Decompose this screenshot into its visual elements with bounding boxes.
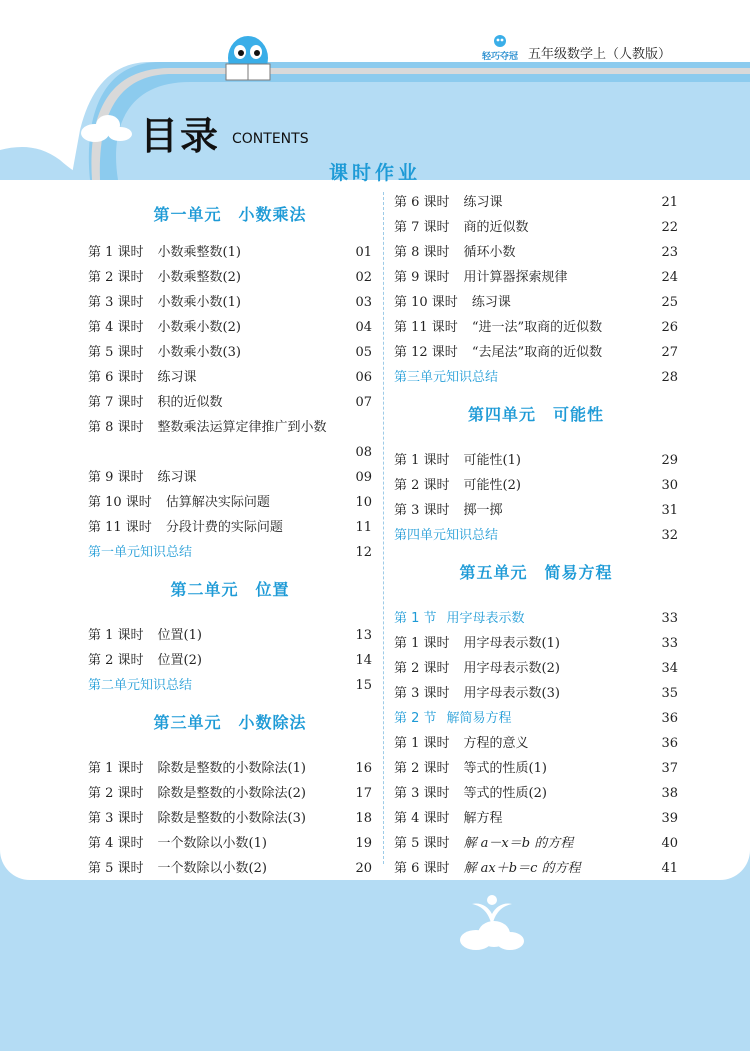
toc-title: 目录	[140, 114, 221, 158]
toc-entry[interactable]: 第 2 课时 除数是整数的小数除法(2) 17	[88, 786, 372, 801]
brand-logo	[476, 34, 524, 62]
unit-summary-entry[interactable]: 第四单元知识总结 32	[394, 528, 678, 543]
toc-entry[interactable]: 第 5 课时 解 a－x＝b 的方程 40	[394, 836, 678, 851]
toc-entry[interactable]: 第 10 课时 练习课 25	[394, 295, 678, 310]
toc-entry[interactable]: 第 1 课时 小数乘整数(1) 01	[88, 245, 372, 260]
toc-entry[interactable]: 第 6 课时 练习课 21	[394, 195, 678, 210]
toc-entry[interactable]: 第 3 课时 除数是整数的小数除法(3) 18	[88, 811, 372, 826]
unit-title: 第一单元 小数乘法	[153, 205, 307, 224]
section-entry[interactable]: 第 2 节 解简易方程 36	[394, 711, 678, 726]
unit-title: 第四单元 可能性	[467, 405, 604, 424]
toc-entry[interactable]: 第 3 课时 小数乘小数(1) 03	[88, 295, 372, 310]
column-divider	[383, 192, 384, 864]
toc-entry[interactable]: 第 8 课时 循环小数 23	[394, 245, 678, 260]
toc-entry[interactable]: 第 2 课时 用字母表示数(2) 34	[394, 661, 678, 676]
toc-left-column	[88, 190, 372, 881]
toc-entry[interactable]: 第 9 课时 用计算器探索规律 24	[394, 270, 678, 285]
unit-summary-entry[interactable]: 第三单元知识总结 28	[394, 370, 678, 385]
toc-entry[interactable]: 第 10 课时 估算解决实际问题 10	[88, 495, 372, 510]
toc-entry[interactable]: 第 4 课时 小数乘小数(2) 04	[88, 320, 372, 335]
toc-entry[interactable]: 第 6 课时 练习课 06	[88, 370, 372, 385]
toc-entry[interactable]: 第 11 课时 “进一法”取商的近似数 26	[394, 320, 678, 335]
unit-summary-entry[interactable]: 第二单元知识总结 15	[88, 678, 372, 693]
whale-fountain-icon	[452, 888, 532, 958]
unit-title: 第三单元 小数除法	[153, 713, 307, 732]
toc-entry[interactable]: 第 1 课时 可能性(1) 29	[394, 453, 678, 468]
toc-entry[interactable]: 第 8 课时 整数乘法运算定律推广到小数 08	[88, 420, 372, 460]
toc-entry[interactable]: 第 4 课时 一个数除以小数(1) 19	[88, 836, 372, 851]
toc-entry[interactable]: 第 3 课时 用字母表示数(3) 35	[394, 686, 678, 701]
unit-summary-entry[interactable]: 第一单元知识总结 12	[88, 545, 372, 560]
toc-entry[interactable]: 第 9 课时 练习课 09	[88, 470, 372, 485]
toc-entry[interactable]: 第 5 课时 小数乘小数(3) 05	[88, 345, 372, 360]
section-entry[interactable]: 第 1 节 用字母表示数 33	[394, 611, 678, 626]
toc-entry[interactable]: 第 6 课时 解 ax＋b＝c 的方程 41	[394, 861, 678, 876]
section-title: 课时作业	[328, 162, 421, 184]
toc-entry[interactable]: 第 1 课时 用字母表示数(1) 33	[394, 636, 678, 651]
brand-mascot-icon	[493, 34, 507, 48]
brand-name: 轻巧夺冠	[481, 52, 518, 62]
toc-entry[interactable]: 第 7 课时 积的近似数 07	[88, 395, 372, 410]
toc-entry[interactable]: 第 7 课时 商的近似数 22	[394, 220, 678, 235]
toc-entry[interactable]: 第 4 课时 解方程 39	[394, 811, 678, 826]
toc-entry[interactable]: 第 3 课时 等式的性质(2) 38	[394, 786, 678, 801]
toc-entry[interactable]: 第 1 课时 除数是整数的小数除法(1) 16	[88, 761, 372, 776]
toc-entry[interactable]: 第 3 课时 掷一掷 31	[394, 503, 678, 518]
unit-title: 第五单元 简易方程	[459, 563, 613, 582]
toc-entry[interactable]: 第 2 课时 等式的性质(1) 37	[394, 761, 678, 776]
toc-entry[interactable]: 第 11 课时 分段计费的实际问题 11	[88, 520, 372, 535]
toc-entry[interactable]: 第 5 课时 一个数除以小数(2) 20	[88, 861, 372, 876]
toc-entry[interactable]: 第 1 课时 方程的意义 36	[394, 736, 678, 751]
series-title: 五年级数学上（人教版）	[528, 47, 672, 62]
unit-title: 第二单元 位置	[170, 580, 290, 599]
toc-right-column	[394, 190, 678, 881]
toc-subtitle: CONTENTS	[232, 131, 309, 147]
toc-entry[interactable]: 第 2 课时 可能性(2) 30	[394, 478, 678, 493]
toc-entry[interactable]: 第 2 课时 位置(2) 14	[88, 653, 372, 668]
toc-entry[interactable]: 第 1 课时 位置(1) 13	[88, 628, 372, 643]
toc-entry[interactable]: 第 2 课时 小数乘整数(2) 02	[88, 270, 372, 285]
toc-entry[interactable]: 第 12 课时 “去尾法”取商的近似数 27	[394, 345, 678, 360]
